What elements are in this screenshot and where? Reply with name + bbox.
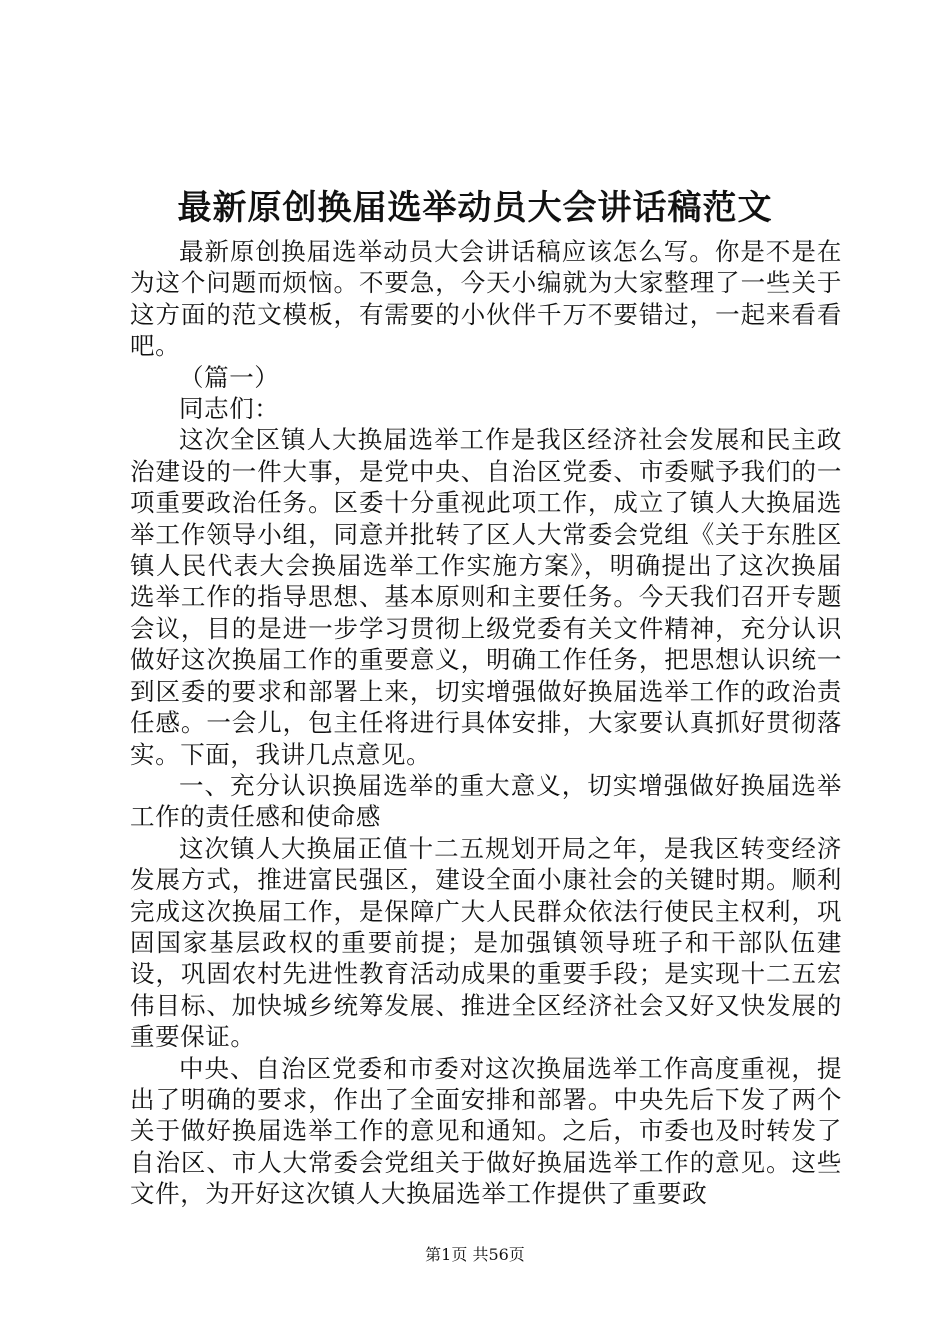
paragraph-intro: 最新原创换届选举动员大会讲话稿应该怎么写。你是不是在为这个问题而烦恼。不要急，今天小编就为大家整理了一些关于这方面的范文模板，有需要的小伙伴千万不要错过，一起来看看吧。 xyxy=(130,237,842,361)
document-title: 最新原创换届选举动员大会讲话稿范文 xyxy=(177,188,773,228)
paragraph-significance: 这次镇人大换届正值十二五规划开局之年，是我区转变经济发展方式，推进富民强区，建设全面小康社会的关键时期。顺利完成这次换届工作，是保障广大人民群众依法行使民主权利，巩固国家基层政权的重要前提；是加强镇领导班子和干部队伍建设，巩固农村先进性教育活动成果的重要手段；是实现十二五宏伟目标、加快城乡统筹发展、推进全区经济社会又好又快发展的重要保证。 xyxy=(130,833,842,1052)
page-footer: 第1页 共56页 xyxy=(425,1245,525,1264)
paragraph-opening: 这次全区镇人大换届选举工作是我区经济社会发展和民主政治建设的一件大事，是党中央、自治区党委、市委赋予我们的一项重要政治任务。区委十分重视此项工作，成立了镇人大换届选举工作领导小组，同意并批转了区人大常委会党组《关于东胜区镇人民代表大会换届选举工作实施方案》，明确提出了这次换届选举工作的指导思想、基本原则和主要任务。今天我们召开专题会议，目的是进一步学习贯彻上级党委有关文件精神，充分认识做好这次换届工作的重要意义，明确工作任务，把思想认识统一到区委的要求和部署上来，切实增强做好换届选举工作的政治责任感。一会儿，包主任将进行具体安排，大家要认真抓好贯彻落实。下面，我讲几点意见。 xyxy=(130,425,842,769)
document-body xyxy=(130,236,842,1210)
paragraph-heading-1: 一、充分认识换届选举的重大意义，切实增强做好换届选举工作的责任感和使命感 xyxy=(130,770,842,832)
paragraph-central-requirements: 中央、自治区党委和市委对这次换届选举工作高度重视，提出了明确的要求，作出了全面安排和部署。中央先后下发了两个关于做好换届选举工作的意见和通知。之后，市委也及时转发了自治区、市人大常委会党组关于做好换届选举工作的意见。这些文件，为开好这次镇人大换届选举工作提供了重要政 xyxy=(130,1053,842,1209)
paragraph-salutation: 同志们： xyxy=(179,394,280,424)
paragraph-section-label: （篇一） xyxy=(179,362,280,392)
